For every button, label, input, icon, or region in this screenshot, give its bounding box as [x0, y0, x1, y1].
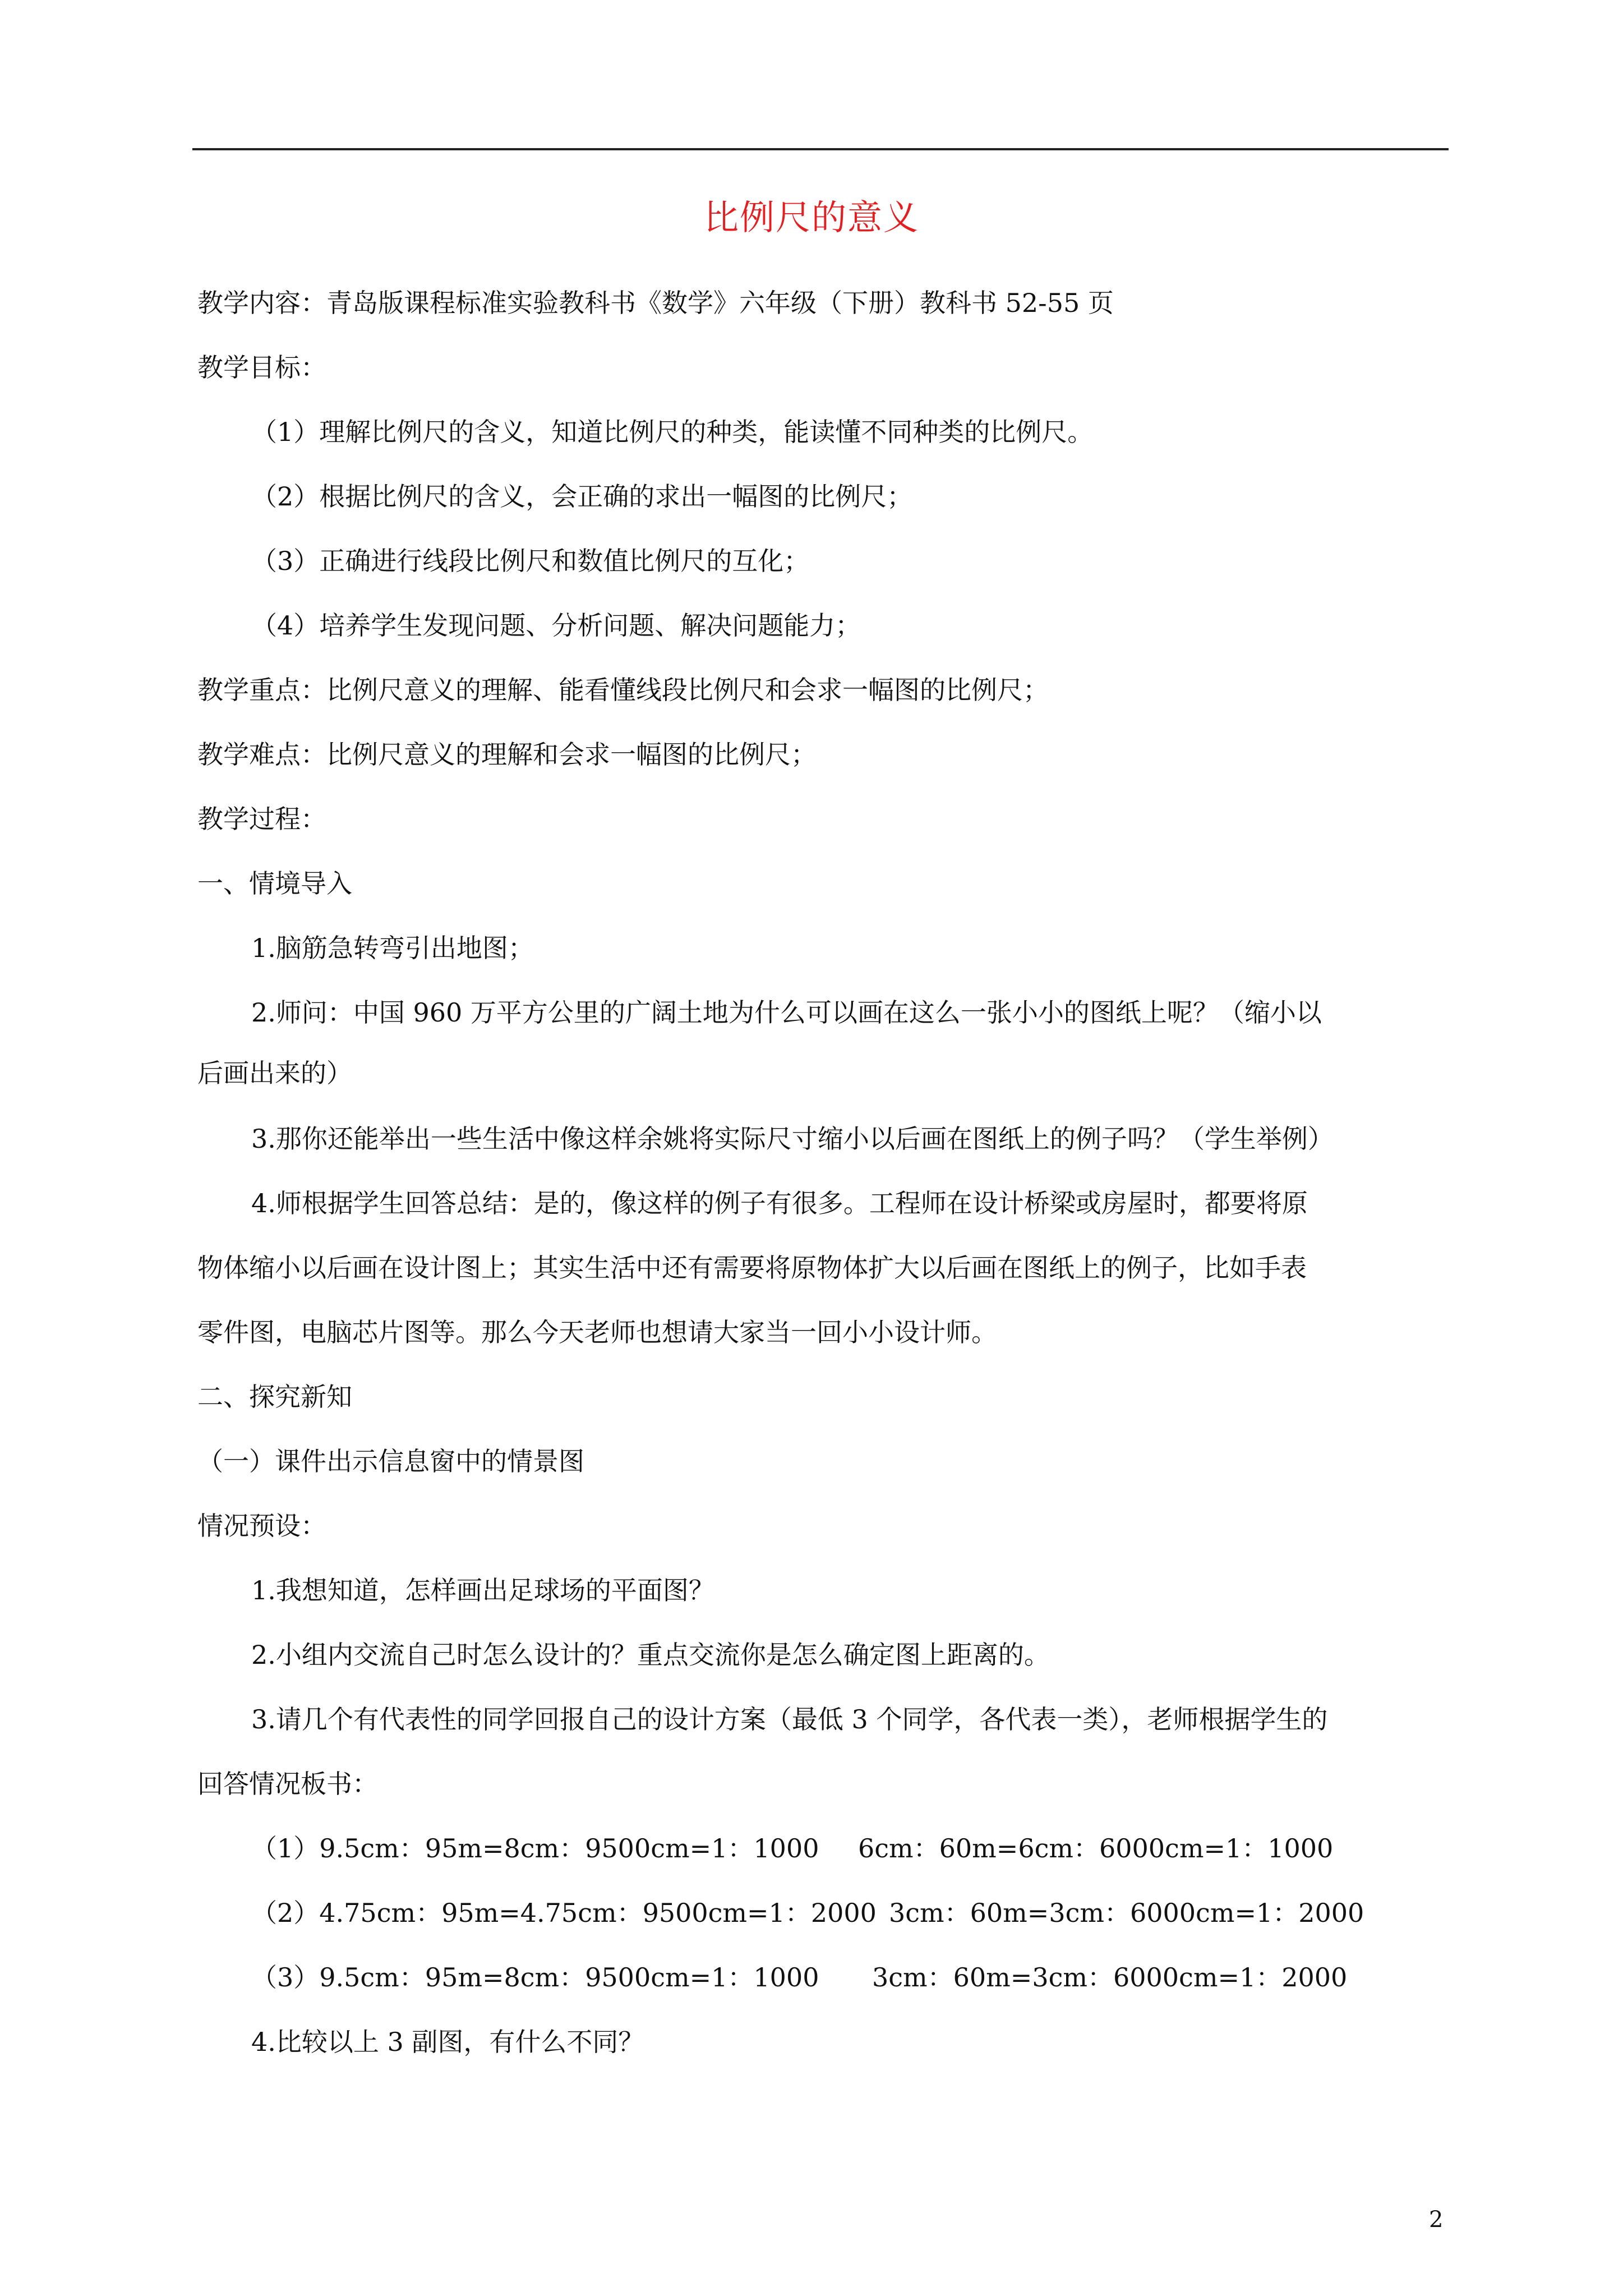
difficult-point: 教学难点：比例尺意义的理解和会求一幅图的比例尺；: [197, 739, 817, 770]
page-number: 2: [1429, 2207, 1444, 2233]
plan-right: 3cm：60m=3cm：6000cm=1：2000: [889, 1898, 1364, 1928]
objectives-heading: 教学目标：: [197, 352, 326, 383]
list-item: 1.脑筋急转弯引出地图；: [251, 933, 534, 963]
section-heading: 二、探究新知: [197, 1382, 352, 1412]
list-item-continuation: 后画出来的）: [197, 1058, 352, 1088]
list-item: 4.比较以上 3 副图，有什么不同？: [251, 2027, 644, 2057]
list-item: 2.小组内交流自己时怎么设计的？重点交流你是怎么确定图上距离的。: [251, 1640, 1050, 1670]
plan-left: （1）9.5cm：95m=8cm：9500cm=1：1000: [251, 1833, 819, 1864]
list-item: 4.师根据学生回答总结：是的，像这样的例子有很多。工程师在设计桥梁或房屋时，都要将原: [251, 1188, 1308, 1218]
key-point: 教学重点：比例尺意义的理解、能看懂线段比例尺和会求一幅图的比例尺；: [197, 675, 1049, 705]
plan-left: （2）4.75cm：95m=4.75cm：9500cm=1：2000: [251, 1898, 877, 1928]
list-item-continuation: 回答情况板书：: [197, 1769, 378, 1799]
plan-right: 6cm：60m=6cm：6000cm=1：1000: [858, 1833, 1334, 1864]
objective-item: （2）根据比例尺的含义，会正确的求出一幅图的比例尺；: [251, 481, 913, 512]
document-title: 比例尺的意义: [703, 197, 919, 238]
section-heading: 一、情境导入: [197, 868, 352, 899]
header-rule: [192, 148, 1449, 150]
objective-item: （4）培养学生发现问题、分析问题、解决问题能力；: [251, 610, 861, 641]
list-item-continuation: 零件图，电脑芯片图等。那么今天老师也想请大家当一回小小设计师。: [197, 1317, 997, 1347]
objective-item: （1）理解比例尺的含义，知道比例尺的种类，能读懂不同种类的比例尺。: [251, 417, 1094, 447]
plan-left: （3）9.5cm：95m=8cm：9500cm=1：1000: [251, 1962, 819, 1993]
process-heading: 教学过程：: [197, 804, 326, 834]
list-item: 2.师问：中国 960 万平方公里的广阔土地为什么可以画在这么一张小小的图纸上呢？（缩小以: [251, 997, 1322, 1028]
list-item: 3.请几个有代表性的同学回报自己的设计方案（最低 3 个同学，各代表一类），老师根据学生的: [251, 1704, 1328, 1734]
scenario-heading: 情况预设：: [197, 1511, 326, 1541]
teaching-content: 教学内容：青岛版课程标准实验教科书《数学》六年级（下册）教科书 52-55 页: [197, 288, 1114, 318]
list-item: 1.我想知道，怎样画出足球场的平面图？: [251, 1575, 714, 1605]
list-item: 3.那你还能举出一些生活中像这样余姚将实际尺寸缩小以后画在图纸上的例子吗？（学生举例）: [251, 1124, 1334, 1154]
plan-right: 3cm：60m=3cm：6000cm=1：2000: [872, 1962, 1348, 1993]
list-item-continuation: 物体缩小以后画在设计图上；其实生活中还有需要将原物体扩大以后画在图纸上的例子，比如手表: [197, 1253, 1307, 1283]
objective-item: （3）正确进行线段比例尺和数值比例尺的互化；: [251, 546, 810, 576]
subsection-heading: （一）课件出示信息窗中的情景图: [197, 1446, 584, 1476]
